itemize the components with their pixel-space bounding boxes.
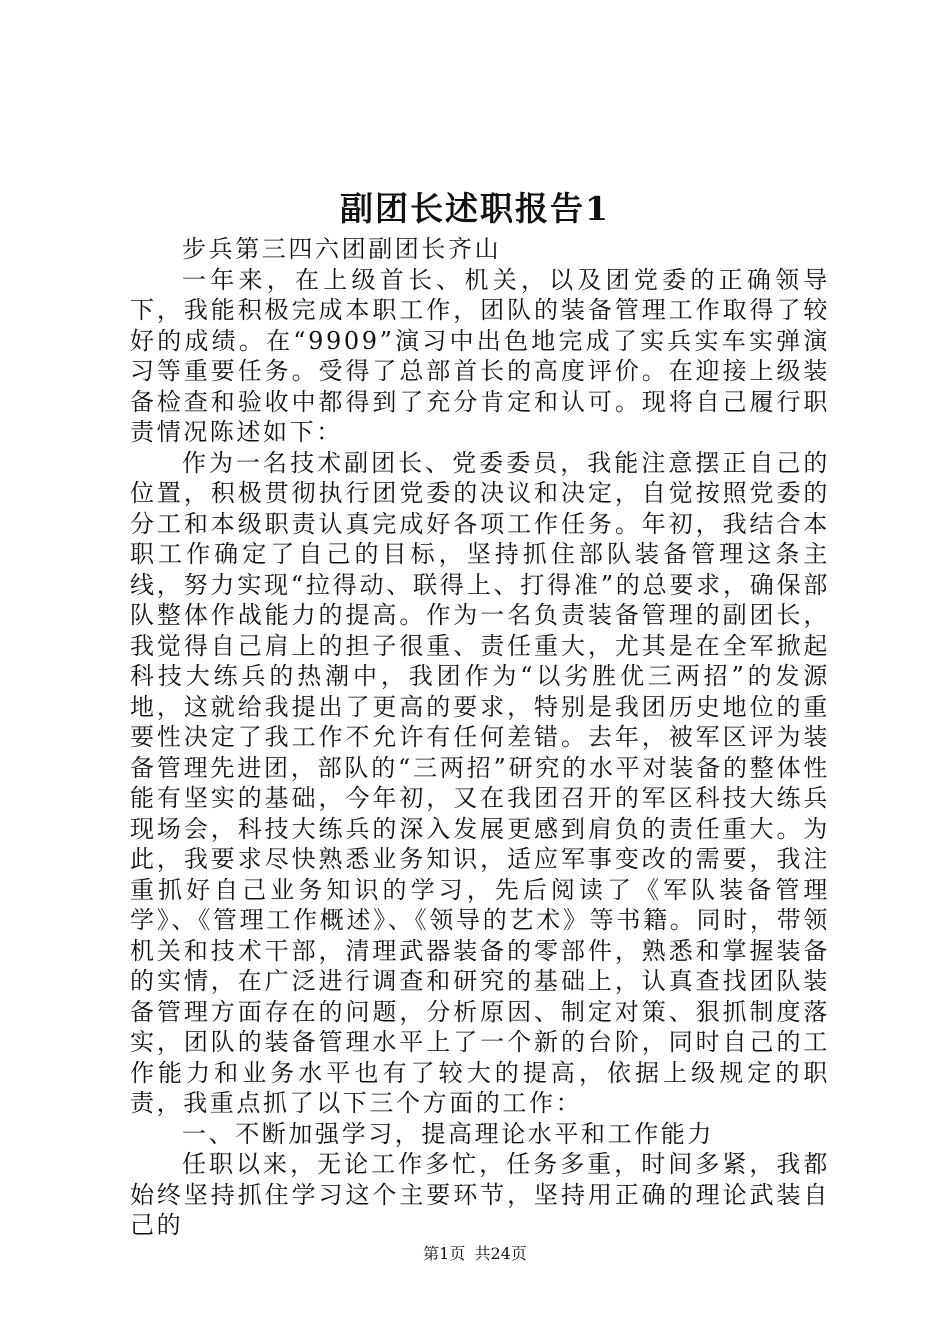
page-footer [0, 1242, 950, 1266]
body-paragraph: 作为一名技术副团长、党委委员，我能注意摆正自己的位置，积极贯彻执行团党委的决议和决定，自觉按照党委的分工和本级职责认真完成好各项工作任务。年初，我结合本职工作确定了自己的目标，坚持抓住部队装备管理这条主线，努力实现“拉得动、联得上、打得准”的总要求，确保部队整体作战能力的提高。作为一名负责装备管理的副团长，我觉得自己肩上的担子很重、责任重大，尤其是在全军掀起科技大练兵的热潮中，我团作为“以劣胜优三两招”的发源地，这就给我提出了更高的要求，特别是我团历史地位的重要性决定了我工作不允许有任何差错。去年，被军区评为装备管理先进团，部队的“三两招”研究的水平对装备的整体性能有坚实的基础，今年初，又在我团召开的军区科技大练兵现场会，科技大练兵的深入发展更感到肩负的责任重大。为此，我要求尽快熟悉业务知识，适应军事变改的需要，我注重抓好自己业务知识的学习，先后阅读了《军队装备管理学》、《管理工作概述》、《领导的艺术》等书籍。同时，带领机关和技术干部，清理武器装备的零部件，熟悉和掌握装备的实情，在广泛进行调查和研究的基础上，认真查找团队装备管理方面存在的问题，分析原因、制定对策、狠抓制度落实，团队的装备管理水平上了一个新的台阶，同时自己的工作能力和业务水平也有了较大的提高，依据上级规定的职责，我重点抓了以下三个方面的工作： [130, 448, 830, 1117]
section-heading: 一、不断加强学习，提高理论水平和工作能力 [182, 1119, 714, 1148]
author-line: 步兵第三四六团副团长齐山 [182, 235, 502, 263]
document-title: 副团长述职报告1 [340, 189, 610, 228]
body-paragraph: 一年来，在上级首长、机关，以及团党委的正确领导下，我能积极完成本职工作，团队的装备管理工作取得了较好的成绩。在“9909”演习中出色地完成了实兵实车实弹演习等重要任务。受得了总部首长的高度评价。在迎接上级装备检查和验收中都得到了充分肯定和认可。现将自己履行职责情况陈述如下： [130, 265, 830, 446]
document-body [130, 234, 830, 1241]
body-paragraph: 任职以来，无论工作多忙，任务多重，时间多紧，我都始终坚持抓住学习这个主要环节，坚持用正确的理论武装自己的 [130, 1150, 830, 1239]
page-number: 第1页 [423, 1244, 466, 1263]
total-pages: 共24页 [474, 1244, 527, 1263]
